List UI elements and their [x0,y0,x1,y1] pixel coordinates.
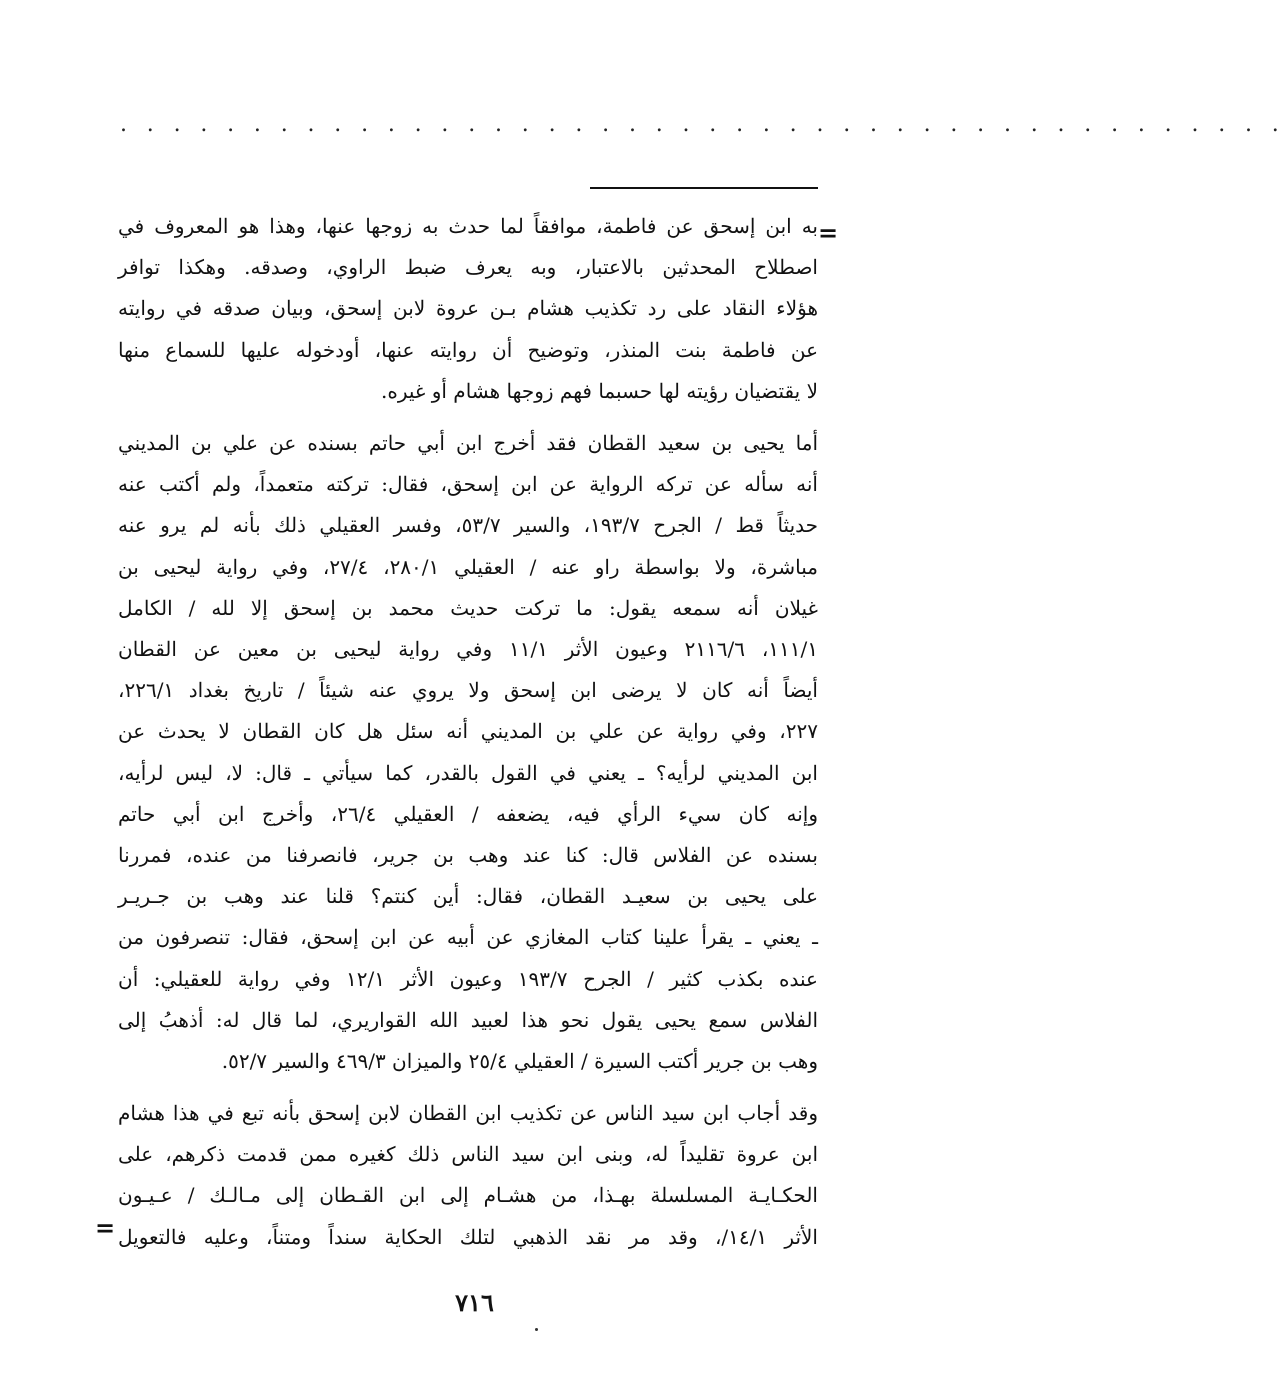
text-line: وإنه كان سيء الرأي فيه، يضعفه / العقيلي ٢٦/٤، وأخرج ابن أبي حاتم [118,801,818,826]
text-line: حديثاً قط / الجرح ١٩٣/٧، والسير ٥٣/٧، وفسر العقيلي ذلك بأنه لم يرو عنه [118,513,818,538]
text-line: الفلاس سمع يحيى يقول نحو هذا لعبيد الله القواريري، لما قال له: أذهبُ إلى [118,1007,818,1032]
text-line: ١١١/١، ٢١١٦/٦ وعيون الأثر ١١/١ وفي رواية ليحيى بن معين عن القطان [118,637,819,662]
page-number: ٧١٦ [455,1288,494,1317]
paragraph-2 [118,423,818,1082]
text-line: على يحيى بن سعيـد القطان، فقال: أين كنتم؟ قلنا عند وهب بن جـريـر [118,884,818,909]
footnote-rule [590,187,818,189]
text-line: ابن عروة تقليداً له، وبنى ابن سيد الناس ذلك كغيره ممن قدمت ذكرهم، على [118,1142,818,1167]
text-line: هؤلاء النقاد على رد تكذيب هشام بـن عروة لابن إسحق، وبيان صدقه في روايته [118,296,818,321]
footnote-continuation-mark-start: = [818,218,839,247]
text-line: الأثر ١٤/١/، وقد مر نقد الذهبي لتلك الحكاية سنداً ومتناً، وعليه فالتعويل [118,1224,818,1249]
text-line: وقد أجاب ابن سيد الناس عن تكذيب ابن القطان لابن إسحق بأنه تبع في هذا هشام [118,1101,818,1125]
text-line: بسنده عن الفلاس قال: كنا عند وهب بن جرير، فانصرفنا من عنده، فمررنا [118,843,818,868]
footnote-continuation-mark-end: = [95,1213,116,1242]
print-speck [535,1328,538,1331]
text-line: ٢٢٧، وفي رواية عن علي بن المديني أنه سئل هل كان القطان لا يحدث عن [118,719,818,744]
paragraph-3 [118,1093,818,1258]
text-line: وهب بن جرير أكتب السيرة / العقيلي ٢٥/٤ والميزان ٤٦٩/٣ والسير ٥٢/٧. [221,1049,818,1074]
text-line: أنه سأله عن تركه الرواية عن ابن إسحق، فقال: تركته متعمداً، ولم أكتب عنه [118,472,818,497]
text-line: ابن المديني لرأيه؟ ـ يعني في القول بالقدر، كما سيأتي ـ قال: لا، ليس لرأيه، [118,760,818,785]
text-line: مباشرة، ولا بواسطة راو عنه / العقيلي ٢٨٠/١، ٢٧/٤، وفي رواية ليحيى بن [118,554,819,579]
paragraph-1 [118,206,818,412]
text-line: لا يقتضيان رؤيته لها حسبما فهم زوجها هشام أو غيره. [381,378,818,403]
text-line: اصطلاح المحدثين بالاعتبار، وبه يعرف ضبط الراوي، وصدقه. وهكذا توافر [118,255,818,280]
text-line: ـ يعني ـ يقرأ علينا كتاب المغازي عن أبيه عن ابن إسحق، فقال: تنصرفون من [118,925,818,950]
text-line: به ابن إسحق عن فاطمة، موافقاً لما حدث به زوجها عنها، وهذا هو المعروف في [118,214,818,238]
text-line: الحكـايـة المسلسلة بهـذا، من هشـام إلى ابن القـطان إلى مـالـك / عـيـون [118,1183,818,1208]
text-line: عنده بكذب كثير / الجرح ١٩٣/٧ وعيون الأثر ١٢/١ وفي رواية للعقيلي: أن [118,966,818,991]
text-line: عن فاطمة بنت المنذر، وتوضيح أن روايته عنها، أودخوله عليها للسماع منها [118,337,818,362]
text-line: غيلان أنه سمعه يقول: ما تركت حديث محمد بن إسحق إلا لله / الكامل [118,595,818,620]
dotted-separator: . . . . . . . . . . . . . . . . . . . . . . . . . . . . . . . . . . . . . . . . . . . . [120,112,1285,137]
text-line: أما يحيى بن سعيد القطان فقد أخرج ابن أبي حاتم بسنده عن علي بن المديني [118,431,818,455]
text-line: أيضاً أنه كان لا يرضى ابن إسحق ولا يروي عنه شيئاً / تاريخ بغداد ٢٢٦/١، [118,678,818,703]
